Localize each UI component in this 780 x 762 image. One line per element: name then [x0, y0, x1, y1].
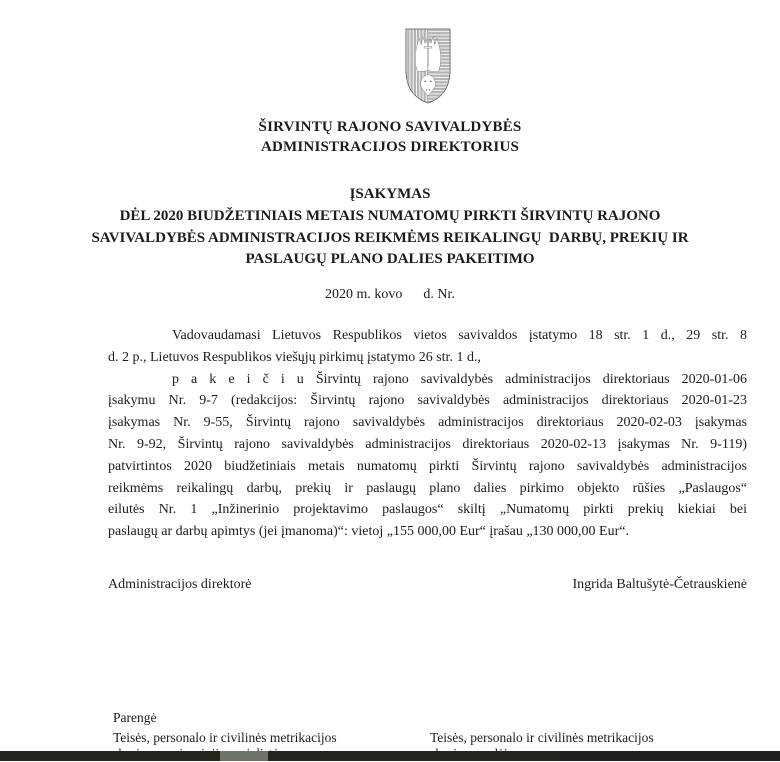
bottom-cutoff-bar	[0, 751, 780, 761]
prepared-dept-left: Teisės, personalo ir civilinės metrikacijos	[113, 730, 337, 745]
date-number-line: 2020 m. kovo d. Nr.	[325, 287, 455, 302]
org-name-line1: ŠIRVINTŲ RAJONO SAVIVALDYBĖS	[258, 119, 522, 135]
body-line: patvirtintos 2020 biudžetiniais metais numatomų pirkti Širvintų rajono savivaldybės administracijos	[108, 458, 747, 474]
order-title-line1: DĖL 2020 BIUDŽETINIAIS METAIS NUMATOMŲ PIRKTI ŠIRVINTŲ RAJONO	[119, 208, 661, 224]
signature-row	[108, 577, 747, 593]
body-line: p a k e i č i u Širvintų rajono savivaldybės administracijos direktoriaus 2020-01-06	[172, 371, 747, 387]
sirvintos-coat-of-arms-icon	[404, 27, 452, 105]
body-line: įsakymas Nr. 9-55, Širvintų rajono savivaldybės administracijos direktoriaus 2020-02-03 įsakymas	[108, 415, 747, 431]
body-line: d. 2 p., Lietuvos Respublikos viešųjų pirkimų įstatymo 26 str. 1 d.,	[108, 349, 481, 365]
org-header	[0, 118, 780, 157]
body-line: eilutės Nr. 1 „Inžinerinio projektavimo paslaugos“ skiltį „Numatomų pirkti prekių kiekiai bei	[108, 502, 747, 518]
body-line: Nr. 9-92, Širvintų rajono savivaldybės administracijos direktoriaus 2020-02-13 įsakymas Nr. 9-119)	[108, 436, 747, 452]
body-line: paslaugų ar darbų apimtys (jei įmanoma)“: vietoj „155 000,00 Eur“ įrašau „130 000,00 Eur“.	[108, 524, 629, 540]
body-line: reikmėms reikalingų darbų, prekių ir paslaugų plano dalies pirkimo objekto rūšies „Paslaugos“	[108, 480, 747, 496]
order-heading: ĮSAKYMAS	[349, 186, 431, 202]
bottom-bar-right-segment	[560, 751, 780, 761]
prepared-label: Parengė	[113, 710, 157, 725]
order-title-line3: PASLAUGŲ PLANO DALIES PAKEITIMO	[245, 251, 535, 267]
order-title-line2: SAVIVALDYBĖS ADMINISTRACIJOS REIKMĖMS REIKALINGŲ DARBŲ, PREKIŲ IR	[91, 229, 689, 246]
order-body	[108, 325, 747, 543]
visa-dept-right: Teisės, personalo ir civilinės metrikacijos	[430, 730, 654, 745]
signer-name: Ingrida Baltušytė-Četrauskienė	[572, 577, 747, 592]
order-title	[0, 206, 780, 271]
body-line: įsakymu Nr. 9-7 (redakcijos: Širvintų rajono savivaldybės administracijos direktoriaus 2020-01-23	[108, 393, 747, 409]
body-line: Vadovaudamasi Lietuvos Respublikos vietos savivaldos įstatymo 18 str. 1 d., 29 str. 8	[172, 328, 747, 343]
bottom-bar-light-segment	[220, 751, 268, 761]
signer-role: Administracijos direktorė	[108, 577, 252, 592]
org-name-line2: ADMINISTRACIJOS DIREKTORIUS	[260, 138, 520, 155]
